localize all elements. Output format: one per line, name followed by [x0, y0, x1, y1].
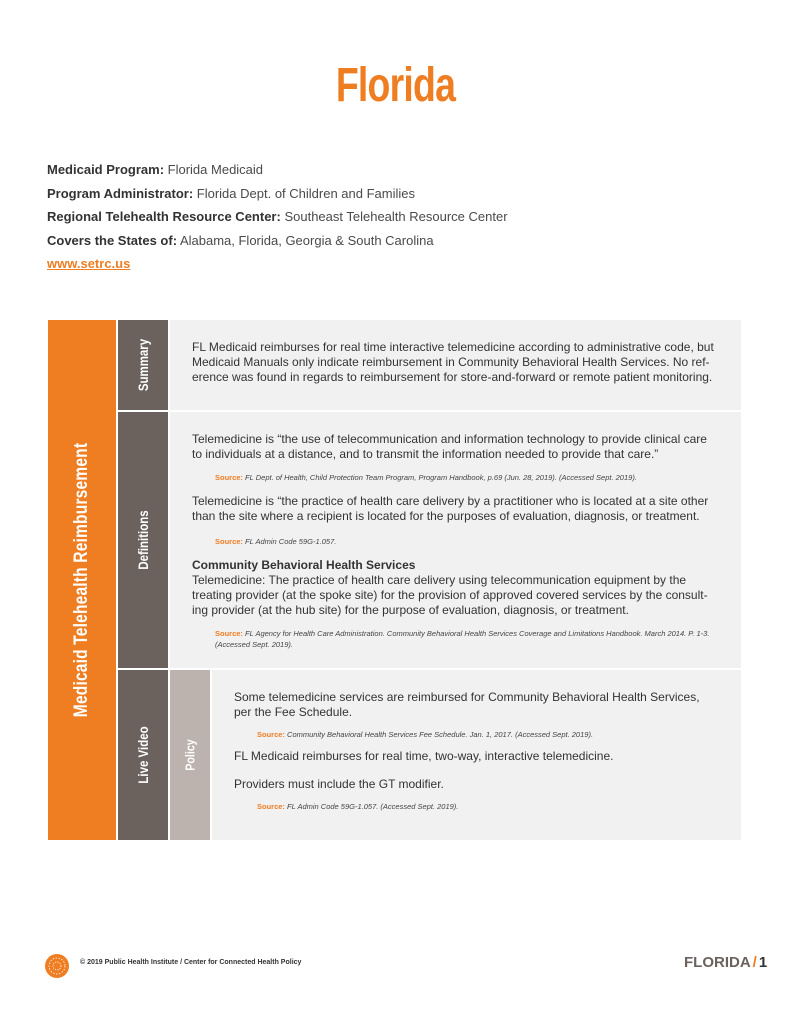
source-text: Community Behavioral Health Services Fee Schedule. Jan. 1, 2017. (Accessed Sept. 2019).	[287, 730, 594, 739]
source-text: FL Admin Code 59G-1.057. (Accessed Sept. 2019).	[287, 802, 459, 811]
medicaid-program-value: Florida Medicaid	[167, 162, 264, 177]
administrator-value: Florida Dept. of Children and Families	[196, 185, 415, 201]
summary-label: Summary	[135, 338, 151, 392]
policy-subcategory	[170, 670, 210, 840]
source-text: FL Admin Code 59G-1.057.	[245, 537, 337, 546]
resource-center-label: Regional Telehealth Resource Center:	[47, 209, 281, 224]
definitions-category	[118, 412, 168, 668]
administrator-label: Program Administrator:	[47, 185, 194, 201]
definitions-panel	[170, 412, 741, 668]
source-label: Source:	[215, 473, 243, 482]
states-row	[47, 229, 508, 253]
states-value: Alabama, Florida, Georgia & South Carolina	[179, 232, 434, 248]
page-number: 1	[758, 954, 768, 971]
footer-copyright: © 2019 Public Health Institute / Center for Connected Health Policy	[80, 959, 302, 966]
summary-category	[118, 320, 168, 410]
medicaid-program-label: Medicaid Program:	[47, 162, 165, 177]
live-video-source-2	[257, 801, 719, 812]
live-video-text-3: Providers must include the GT modifier.	[234, 777, 444, 791]
source-label: Source:	[257, 802, 285, 811]
medicaid-program-row	[47, 158, 508, 182]
cchp-logo-icon	[44, 953, 70, 979]
main-category-label: Medicaid Telehealth Reimbursement	[71, 442, 92, 718]
source-label: Source:	[215, 629, 243, 638]
live-video-text-2: FL Medicaid reimburses for real time, two-way, interactive telemedicine.	[234, 749, 614, 763]
live-video-category	[118, 670, 168, 840]
definition-source-2	[215, 536, 719, 547]
summary-text: FL Medicaid reimburses for real time interactive telemedicine according to administrative code, but Medicaid Manuals only indicate reimbursement in Community Behavioral Health Services. No ref-erence was found in regards to reimbursement for store-and-forward or remote patient monitoring.	[192, 340, 714, 384]
live-video-source-1	[257, 729, 719, 740]
main-category-bar	[48, 320, 116, 840]
reimbursement-table	[48, 320, 741, 840]
live-video-panel	[212, 670, 741, 840]
source-label: Source:	[257, 730, 285, 739]
definition-source-3	[215, 628, 719, 650]
live-video-label: Live Video	[135, 726, 151, 784]
program-info	[47, 158, 508, 276]
definition-3: Telemedicine: The practice of health care delivery using telecommunication equipment by the treating provider (at the spoke site) for the provision of approved covered services by the consult-ing provider (at the hub site) for the purpose of evaluation, diagnosis, or treatment.	[192, 573, 708, 617]
website-link[interactable]: www.setrc.us	[47, 256, 131, 271]
policy-label: Policy	[182, 739, 198, 771]
page-title: Florida	[335, 59, 456, 112]
source-label: Source:	[215, 537, 243, 546]
states-label: Covers the States of:	[47, 232, 178, 248]
definitions-label: Definitions	[135, 510, 151, 570]
source-text: FL Dept. of Health, Child Protection Team Program, Program Handbook, p.69 (Jun. 28, 2019). (Accessed Sept. 2019).	[245, 473, 637, 482]
summary-panel	[170, 320, 741, 410]
cbhs-heading: Community Behavioral Health Services	[192, 558, 416, 572]
page-slash: /	[752, 954, 757, 971]
definition-1: Telemedicine is “the use of telecommunication and information technology to provide clinical care to individuals at a distance, and to transmit the information needed to provide that care.”	[192, 432, 707, 461]
definition-2: Telemedicine is “the practice of health care delivery by a practitioner who is located at a site other than the site where a recipient is located for the purposes of evaluation, diagnosis, or treatment.	[192, 494, 709, 523]
resource-center-value: Southeast Telehealth Resource Center	[284, 209, 508, 224]
administrator-row	[47, 182, 508, 206]
resource-center-row	[47, 205, 508, 229]
website-row	[47, 252, 508, 276]
live-video-text-1: Some telemedicine services are reimbursed for Community Behavioral Health Services, per the Fee Schedule.	[234, 690, 700, 719]
page-label	[684, 954, 767, 971]
definition-source-1	[215, 472, 719, 483]
page-state: FLORIDA	[684, 954, 751, 971]
source-text: FL Agency for Health Care Administration. Community Behavioral Health Services Coverage and Limitations Handbook. March 2014. P. 1-3. (Accessed Sept. 2019).	[215, 629, 710, 649]
